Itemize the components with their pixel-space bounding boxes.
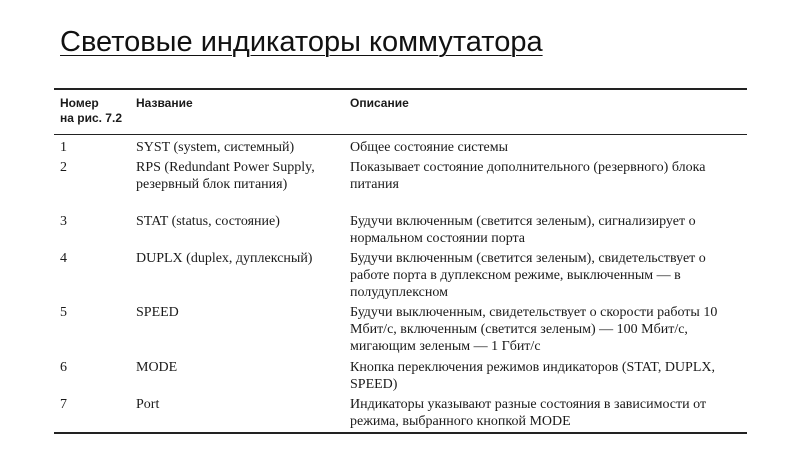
row-name: DUPLX (duplex, дуплексный)	[136, 251, 313, 266]
header-description: Описание	[350, 96, 409, 110]
row-name: RPS (Redundant Power Supply, резервный блок питания)	[136, 160, 315, 192]
row-number: 5	[60, 305, 67, 320]
row-number: 3	[60, 214, 67, 229]
row-number: 6	[60, 360, 67, 375]
header-name: Название	[136, 96, 193, 110]
row-name: SYST (system, системный)	[136, 140, 295, 155]
row-number: 1	[60, 140, 67, 155]
row-description: Общее состояние системы	[350, 140, 509, 155]
row-description: Индикаторы указывают разные состояния в зависимости от режима, выбранного кнопкой MODE	[350, 397, 707, 429]
row-description: Показывает состояние дополнительного (резервного) блока питания	[350, 160, 706, 192]
table-row	[54, 392, 747, 432]
row-description: Будучи включенным (светится зеленым), сигнализирует о нормальном состоянии порта	[350, 214, 696, 246]
row-name: Port	[136, 397, 160, 412]
table-header	[54, 90, 747, 135]
row-description: Будучи выключенным, свидетельствует о скорости работы 10 Мбит/с, включенным (светится зеленым) — 100 Мбит/с, мигающим зеленым — 1 Гбит/с	[350, 305, 718, 354]
row-description: Будучи включенным (светится зеленым), свидетельствует о работе порта в дуплексном режиме, выключенным — в полудуплексном	[350, 251, 706, 300]
table-row	[54, 246, 747, 300]
page-title: Световые индикаторы коммутатора	[60, 26, 543, 58]
row-name: MODE	[136, 360, 178, 375]
table-row	[54, 300, 747, 355]
header-number: Номер на рис. 7.2	[60, 96, 122, 125]
table-row	[54, 355, 747, 392]
table-row	[54, 209, 747, 246]
row-number: 4	[60, 251, 67, 266]
row-description: Кнопка переключения режимов индикаторов (STAT, DUPLX, SPEED)	[350, 360, 715, 392]
table-row	[54, 155, 747, 209]
indicator-table	[54, 88, 747, 434]
row-number: 7	[60, 397, 67, 412]
row-number: 2	[60, 160, 67, 175]
row-name: SPEED	[136, 305, 179, 320]
row-name: STAT (status, состояние)	[136, 214, 280, 229]
table-row	[54, 135, 747, 155]
